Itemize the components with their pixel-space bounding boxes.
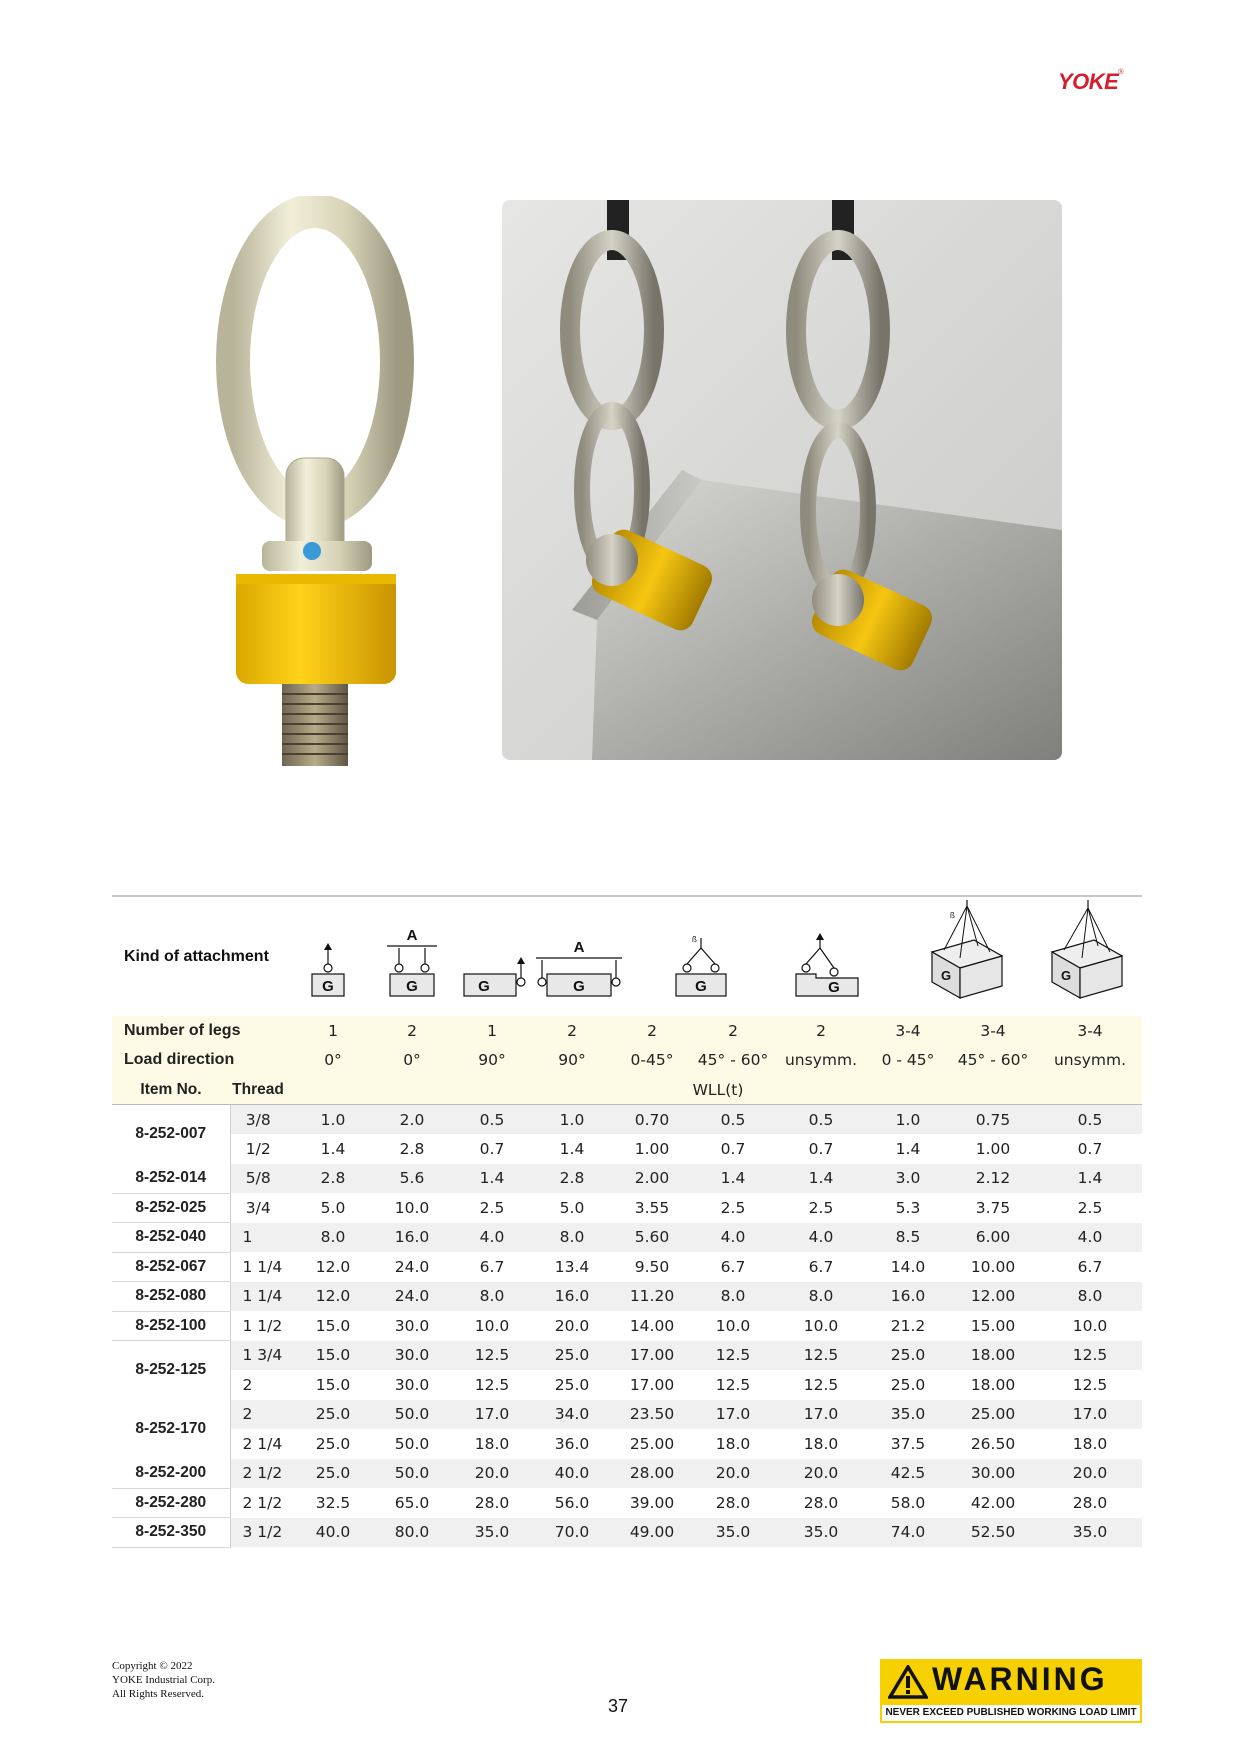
wll-value-cell: 30.0 bbox=[372, 1341, 452, 1371]
wll-value-cell: 20.0 bbox=[692, 1459, 774, 1489]
wll-value-cell: 18.0 bbox=[1038, 1429, 1142, 1459]
thread-cell: 2 1/4 bbox=[230, 1429, 294, 1459]
wll-value-cell: 30.0 bbox=[372, 1370, 452, 1400]
item-number-cell: 8-252-040 bbox=[112, 1223, 230, 1253]
wll-value-cell: 0.5 bbox=[692, 1105, 774, 1135]
wll-value-cell: 28.0 bbox=[774, 1488, 868, 1518]
thread-cell: 1/2 bbox=[230, 1134, 294, 1164]
wll-value-cell: 23.50 bbox=[612, 1400, 692, 1430]
wll-value-cell: 1.00 bbox=[612, 1134, 692, 1164]
item-number-cell: 8-252-350 bbox=[112, 1518, 230, 1548]
direction-cell: 0-45° bbox=[612, 1046, 692, 1076]
wll-value-cell: 2.12 bbox=[948, 1164, 1038, 1194]
wll-value-cell: 13.4 bbox=[532, 1252, 612, 1282]
wll-value-cell: 12.5 bbox=[1038, 1370, 1142, 1400]
wll-value-cell: 5.0 bbox=[532, 1193, 612, 1223]
thread-cell: 1 1/4 bbox=[230, 1282, 294, 1312]
wll-value-cell: 18.0 bbox=[452, 1429, 532, 1459]
dimension-a-label: A bbox=[573, 939, 585, 956]
wll-value-cell: 1.0 bbox=[532, 1105, 612, 1135]
wll-value-cell: 26.50 bbox=[948, 1429, 1038, 1459]
wll-value-cell: 4.0 bbox=[692, 1223, 774, 1253]
item-number-cell: 8-252-007 bbox=[112, 1105, 230, 1164]
table-row bbox=[112, 1370, 1142, 1400]
wll-value-cell: 1.0 bbox=[294, 1105, 372, 1135]
thread-cell: 3/8 bbox=[230, 1105, 294, 1135]
wll-value-cell: 28.0 bbox=[452, 1488, 532, 1518]
diagram-g-label: G bbox=[322, 978, 334, 995]
wll-value-cell: 25.0 bbox=[532, 1370, 612, 1400]
thread-cell: 5/8 bbox=[230, 1164, 294, 1194]
diagram-g-label: G bbox=[1060, 968, 1072, 983]
table-row bbox=[112, 1282, 1142, 1312]
table-row bbox=[112, 1459, 1142, 1489]
wll-value-cell: 6.7 bbox=[452, 1252, 532, 1282]
wll-value-cell: 15.0 bbox=[294, 1341, 372, 1371]
thread-cell: 3 1/2 bbox=[230, 1518, 294, 1548]
wll-value-cell: 25.00 bbox=[612, 1429, 692, 1459]
wll-value-cell: 25.0 bbox=[294, 1459, 372, 1489]
wll-value-cell: 20.0 bbox=[1038, 1459, 1142, 1489]
diagram-g-label: G bbox=[406, 978, 418, 995]
wll-value-cell: 8.0 bbox=[1038, 1282, 1142, 1312]
wll-value-cell: 17.00 bbox=[612, 1370, 692, 1400]
legs-cell: 2 bbox=[612, 1016, 692, 1046]
item-number-cell: 8-252-080 bbox=[112, 1282, 230, 1312]
legs-cell: 2 bbox=[692, 1016, 774, 1046]
direction-cell: 45° - 60° bbox=[692, 1046, 774, 1076]
wll-value-cell: 14.00 bbox=[612, 1311, 692, 1341]
table-row bbox=[112, 1488, 1142, 1518]
wll-value-cell: 10.0 bbox=[1038, 1311, 1142, 1341]
wll-value-cell: 30.0 bbox=[372, 1311, 452, 1341]
thread-cell: 1 bbox=[230, 1223, 294, 1253]
thread-cell: 1 1/2 bbox=[230, 1311, 294, 1341]
wll-value-cell: 20.0 bbox=[452, 1459, 532, 1489]
table-row bbox=[112, 1252, 1142, 1282]
dimension-a-label: A bbox=[406, 927, 418, 944]
item-number-cell: 8-252-125 bbox=[112, 1341, 230, 1400]
wll-value-cell: 0.5 bbox=[1038, 1105, 1142, 1135]
item-number-cell: 8-252-280 bbox=[112, 1488, 230, 1518]
legs-cell: 3-4 bbox=[948, 1016, 1038, 1046]
wll-value-cell: 9.50 bbox=[612, 1252, 692, 1282]
direction-cell: 90° bbox=[532, 1046, 612, 1076]
diagram-g-label: G bbox=[573, 978, 585, 995]
wll-value-cell: 21.2 bbox=[868, 1311, 948, 1341]
thread-cell: 2 bbox=[230, 1370, 294, 1400]
logo-text: YOKE bbox=[1058, 69, 1119, 94]
wll-value-cell: 58.0 bbox=[868, 1488, 948, 1518]
wll-value-cell: 12.5 bbox=[774, 1370, 868, 1400]
wll-value-cell: 15.0 bbox=[294, 1370, 372, 1400]
wll-value-cell: 28.0 bbox=[1038, 1488, 1142, 1518]
direction-cell: 45° - 60° bbox=[948, 1046, 1038, 1076]
wll-value-cell: 52.50 bbox=[948, 1518, 1038, 1548]
wll-value-cell: 1.4 bbox=[774, 1164, 868, 1194]
wll-value-cell: 49.00 bbox=[612, 1518, 692, 1548]
wll-value-cell: 12.5 bbox=[692, 1370, 774, 1400]
wll-value-cell: 20.0 bbox=[774, 1459, 868, 1489]
wll-value-cell: 5.0 bbox=[294, 1193, 372, 1223]
diagram-2-leg-45 bbox=[676, 935, 726, 996]
wll-value-cell: 35.0 bbox=[692, 1518, 774, 1548]
diagram-2-leg-unsymm bbox=[796, 933, 858, 996]
wll-value-cell: 1.4 bbox=[294, 1134, 372, 1164]
table-row bbox=[112, 1105, 1142, 1135]
wll-value-cell: 12.5 bbox=[452, 1341, 532, 1371]
wll-value-cell: 4.0 bbox=[774, 1223, 868, 1253]
wll-value-cell: 35.0 bbox=[1038, 1518, 1142, 1548]
wll-value-cell: 8.0 bbox=[452, 1282, 532, 1312]
wll-value-cell: 14.0 bbox=[868, 1252, 948, 1282]
wll-value-cell: 10.00 bbox=[948, 1252, 1038, 1282]
diagram-g-label: G bbox=[695, 978, 707, 995]
wll-value-cell: 0.70 bbox=[612, 1105, 692, 1135]
wll-value-cell: 0.7 bbox=[452, 1134, 532, 1164]
direction-cell: unsymm. bbox=[1038, 1046, 1142, 1076]
top-divider bbox=[112, 895, 1142, 897]
wll-value-cell: 8.0 bbox=[692, 1282, 774, 1312]
wll-value-cell: 12.5 bbox=[692, 1341, 774, 1371]
wll-value-cell: 18.0 bbox=[774, 1429, 868, 1459]
item-no-header: Item No. bbox=[112, 1075, 230, 1105]
application-photo bbox=[502, 200, 1062, 760]
direction-cell: 90° bbox=[452, 1046, 532, 1076]
wll-value-cell: 5.60 bbox=[612, 1223, 692, 1253]
wll-value-cell: 2.00 bbox=[612, 1164, 692, 1194]
wll-value-cell: 50.0 bbox=[372, 1459, 452, 1489]
item-number-cell: 8-252-200 bbox=[112, 1459, 230, 1489]
diagram-1-leg-0 bbox=[312, 943, 344, 996]
table-row bbox=[112, 1311, 1142, 1341]
legs-cell: 1 bbox=[452, 1016, 532, 1046]
copyright-line-1: Copyright © 2022 bbox=[112, 1660, 193, 1672]
wll-value-cell: 25.00 bbox=[948, 1400, 1038, 1430]
item-number-cell: 8-252-067 bbox=[112, 1252, 230, 1282]
thread-cell: 2 bbox=[230, 1400, 294, 1430]
wll-value-cell: 37.5 bbox=[868, 1429, 948, 1459]
wll-value-cell: 0.5 bbox=[774, 1105, 868, 1135]
kind-of-attachment-label: Kind of attachment bbox=[124, 948, 269, 965]
wll-value-cell: 74.0 bbox=[868, 1518, 948, 1548]
wll-value-cell: 30.00 bbox=[948, 1459, 1038, 1489]
wll-value-cell: 16.0 bbox=[868, 1282, 948, 1312]
wll-value-cell: 17.0 bbox=[1038, 1400, 1142, 1430]
wll-value-cell: 8.0 bbox=[294, 1223, 372, 1253]
logo-reg-mark: ® bbox=[1118, 69, 1124, 76]
load-direction-label: Load direction bbox=[112, 1046, 294, 1076]
wll-value-cell: 5.6 bbox=[372, 1164, 452, 1194]
wll-value-cell: 2.5 bbox=[452, 1193, 532, 1223]
warning-label bbox=[880, 1659, 1142, 1723]
attachment-header bbox=[112, 900, 1142, 1018]
number-of-legs-label: Number of legs bbox=[112, 1016, 294, 1046]
wll-value-cell: 12.5 bbox=[1038, 1341, 1142, 1371]
wll-value-cell: 35.0 bbox=[774, 1518, 868, 1548]
wll-value-cell: 1.4 bbox=[868, 1134, 948, 1164]
table-row bbox=[112, 1429, 1142, 1459]
wll-table bbox=[112, 1016, 1142, 1548]
number-of-legs-row bbox=[112, 1016, 1142, 1046]
legs-cell: 2 bbox=[372, 1016, 452, 1046]
wll-value-cell: 1.0 bbox=[868, 1105, 948, 1135]
wll-value-cell: 2.0 bbox=[372, 1105, 452, 1135]
warning-title: WARNING bbox=[932, 1661, 1108, 1697]
legs-cell: 3-4 bbox=[868, 1016, 948, 1046]
wll-value-cell: 2.8 bbox=[372, 1134, 452, 1164]
wll-value-cell: 40.0 bbox=[294, 1518, 372, 1548]
wll-value-cell: 2.5 bbox=[774, 1193, 868, 1223]
table-row bbox=[112, 1400, 1142, 1430]
thread-header: Thread bbox=[230, 1075, 294, 1105]
table-row bbox=[112, 1134, 1142, 1164]
wll-value-cell: 25.0 bbox=[294, 1400, 372, 1430]
diagram-1-leg-90 bbox=[464, 957, 525, 996]
wll-value-cell: 35.0 bbox=[452, 1518, 532, 1548]
wll-value-cell: 6.7 bbox=[1038, 1252, 1142, 1282]
wll-value-cell: 25.0 bbox=[868, 1370, 948, 1400]
warning-triangle-icon bbox=[888, 1665, 928, 1699]
table-row bbox=[112, 1193, 1142, 1223]
wll-value-cell: 6.00 bbox=[948, 1223, 1038, 1253]
wll-value-cell: 12.0 bbox=[294, 1282, 372, 1312]
table-row bbox=[112, 1518, 1142, 1548]
wll-value-cell: 18.0 bbox=[692, 1429, 774, 1459]
wll-value-cell: 80.0 bbox=[372, 1518, 452, 1548]
thread-cell: 2 1/2 bbox=[230, 1488, 294, 1518]
copyright-line-3: All Rights Reserved. bbox=[112, 1688, 204, 1700]
diagram-4-leg-unsymm bbox=[1052, 900, 1122, 998]
item-number-cell: 8-252-100 bbox=[112, 1311, 230, 1341]
wll-value-cell: 15.00 bbox=[948, 1311, 1038, 1341]
diagram-g-label: G bbox=[828, 979, 840, 996]
wll-value-cell: 3.55 bbox=[612, 1193, 692, 1223]
column-header-row bbox=[112, 1075, 1142, 1105]
direction-cell: unsymm. bbox=[774, 1046, 868, 1076]
wll-value-cell: 12.5 bbox=[774, 1341, 868, 1371]
wll-value-cell: 50.0 bbox=[372, 1429, 452, 1459]
wll-value-cell: 28.0 bbox=[692, 1488, 774, 1518]
wll-value-cell: 8.0 bbox=[532, 1223, 612, 1253]
wll-value-cell: 0.5 bbox=[452, 1105, 532, 1135]
angle-label: ß bbox=[692, 935, 697, 944]
wll-value-cell: 25.0 bbox=[868, 1341, 948, 1371]
wll-value-cell: 12.0 bbox=[294, 1252, 372, 1282]
legs-cell: 2 bbox=[774, 1016, 868, 1046]
thread-cell: 3/4 bbox=[230, 1193, 294, 1223]
wll-value-cell: 3.0 bbox=[868, 1164, 948, 1194]
wll-value-cell: 1.4 bbox=[452, 1164, 532, 1194]
wll-value-cell: 2.8 bbox=[294, 1164, 372, 1194]
wll-value-cell: 50.0 bbox=[372, 1400, 452, 1430]
wll-value-cell: 17.0 bbox=[692, 1400, 774, 1430]
wll-value-cell: 17.0 bbox=[452, 1400, 532, 1430]
wll-value-cell: 0.75 bbox=[948, 1105, 1038, 1135]
copyright-line-2: YOKE Industrial Corp. bbox=[112, 1674, 215, 1686]
copyright bbox=[112, 1659, 215, 1701]
wll-value-cell: 1.4 bbox=[532, 1134, 612, 1164]
direction-cell: 0° bbox=[294, 1046, 372, 1076]
diagram-g-label: G bbox=[478, 978, 490, 995]
diagram-g-label: G bbox=[940, 968, 952, 983]
wll-value-cell: 11.20 bbox=[612, 1282, 692, 1312]
wll-value-cell: 3.75 bbox=[948, 1193, 1038, 1223]
table-row bbox=[112, 1164, 1142, 1194]
page-number: 37 bbox=[608, 1696, 629, 1716]
wll-value-cell: 1.4 bbox=[1038, 1164, 1142, 1194]
wll-value-cell: 10.0 bbox=[692, 1311, 774, 1341]
wll-value-cell: 10.0 bbox=[452, 1311, 532, 1341]
legs-cell: 2 bbox=[532, 1016, 612, 1046]
wll-value-cell: 8.0 bbox=[774, 1282, 868, 1312]
wll-value-cell: 2.5 bbox=[1038, 1193, 1142, 1223]
legs-cell: 3-4 bbox=[1038, 1016, 1142, 1046]
thread-cell: 1 1/4 bbox=[230, 1252, 294, 1282]
wll-value-cell: 20.0 bbox=[532, 1311, 612, 1341]
wll-value-cell: 4.0 bbox=[1038, 1223, 1142, 1253]
hoist-ring-photo bbox=[200, 196, 430, 776]
direction-cell: 0 - 45° bbox=[868, 1046, 948, 1076]
item-number-cell: 8-252-014 bbox=[112, 1164, 230, 1194]
wll-value-cell: 0.7 bbox=[774, 1134, 868, 1164]
wll-value-cell: 10.0 bbox=[774, 1311, 868, 1341]
wll-value-cell: 34.0 bbox=[532, 1400, 612, 1430]
wll-value-cell: 12.00 bbox=[948, 1282, 1038, 1312]
load-direction-row bbox=[112, 1046, 1142, 1076]
angle-label: ß bbox=[950, 911, 955, 920]
wll-value-cell: 2.5 bbox=[692, 1193, 774, 1223]
wll-header: WLL(t) bbox=[294, 1075, 1142, 1105]
wll-value-cell: 28.00 bbox=[612, 1459, 692, 1489]
wll-value-cell: 40.0 bbox=[532, 1459, 612, 1489]
wll-value-cell: 56.0 bbox=[532, 1488, 612, 1518]
item-number-cell: 8-252-170 bbox=[112, 1400, 230, 1459]
direction-cell: 0° bbox=[372, 1046, 452, 1076]
wll-value-cell: 6.7 bbox=[774, 1252, 868, 1282]
yoke-logo bbox=[1058, 69, 1142, 94]
table-row bbox=[112, 1223, 1142, 1253]
wll-value-cell: 70.0 bbox=[532, 1518, 612, 1548]
diagram-4-leg-box bbox=[932, 900, 1002, 998]
attachment-diagrams bbox=[112, 900, 1142, 1018]
wll-value-cell: 16.0 bbox=[532, 1282, 612, 1312]
thread-cell: 2 1/2 bbox=[230, 1459, 294, 1489]
wll-value-cell: 36.0 bbox=[532, 1429, 612, 1459]
wll-value-cell: 35.0 bbox=[868, 1400, 948, 1430]
wll-value-cell: 4.0 bbox=[452, 1223, 532, 1253]
wll-value-cell: 8.5 bbox=[868, 1223, 948, 1253]
wll-value-cell: 42.5 bbox=[868, 1459, 948, 1489]
wll-value-cell: 25.0 bbox=[532, 1341, 612, 1371]
wll-value-cell: 18.00 bbox=[948, 1341, 1038, 1371]
wll-value-cell: 17.0 bbox=[774, 1400, 868, 1430]
wll-value-cell: 15.0 bbox=[294, 1311, 372, 1341]
wll-value-cell: 0.7 bbox=[692, 1134, 774, 1164]
wll-value-cell: 17.00 bbox=[612, 1341, 692, 1371]
wll-value-cell: 10.0 bbox=[372, 1193, 452, 1223]
wll-value-cell: 32.5 bbox=[294, 1488, 372, 1518]
wll-value-cell: 25.0 bbox=[294, 1429, 372, 1459]
thread-cell: 1 3/4 bbox=[230, 1341, 294, 1371]
wll-value-cell: 1.4 bbox=[692, 1164, 774, 1194]
wll-value-cell: 39.00 bbox=[612, 1488, 692, 1518]
warning-subtitle: NEVER EXCEED PUBLISHED WORKING LOAD LIMIT bbox=[880, 1703, 1142, 1723]
wll-value-cell: 1.00 bbox=[948, 1134, 1038, 1164]
wll-value-cell: 0.7 bbox=[1038, 1134, 1142, 1164]
item-number-cell: 8-252-025 bbox=[112, 1193, 230, 1223]
diagram-2-leg-0 bbox=[387, 927, 437, 996]
wll-value-cell: 12.5 bbox=[452, 1370, 532, 1400]
wll-value-cell: 6.7 bbox=[692, 1252, 774, 1282]
table-row bbox=[112, 1341, 1142, 1371]
wll-data-body bbox=[112, 1105, 1142, 1548]
wll-value-cell: 24.0 bbox=[372, 1282, 452, 1312]
legs-cell: 1 bbox=[294, 1016, 372, 1046]
wll-value-cell: 5.3 bbox=[868, 1193, 948, 1223]
wll-value-cell: 16.0 bbox=[372, 1223, 452, 1253]
diagram-2-leg-90 bbox=[536, 939, 622, 996]
wll-value-cell: 42.00 bbox=[948, 1488, 1038, 1518]
wll-value-cell: 65.0 bbox=[372, 1488, 452, 1518]
wll-value-cell: 18.00 bbox=[948, 1370, 1038, 1400]
wll-value-cell: 24.0 bbox=[372, 1252, 452, 1282]
wll-value-cell: 2.8 bbox=[532, 1164, 612, 1194]
